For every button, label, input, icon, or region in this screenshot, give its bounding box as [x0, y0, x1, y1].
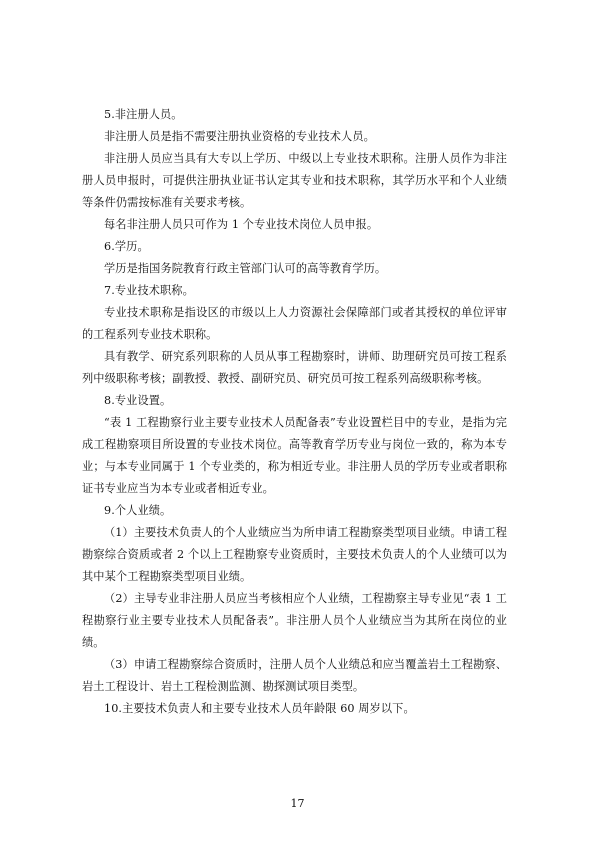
- heading-education: 6.学历。: [104, 240, 149, 253]
- paragraph: 学历是指国务院教育行政主管部门认可的高等教育学历。: [104, 262, 387, 275]
- paragraph-age-limit: 10.主要技术负责人和主要专业技术人员年龄限 60 周岁以下。: [104, 702, 415, 715]
- paragraph: 每名非注册人员只可作为 1 个专业技术岗位人员申报。: [104, 218, 379, 231]
- heading-non-registered-personnel: 5.非注册人员。: [104, 108, 183, 121]
- paragraph: 专业技术职称是指设区的市级以上人力资源社会保障部门或者其授权的单位评审的工程系列专业技术职称。: [82, 306, 507, 341]
- paragraph: 具有教学、研究系列职称的人员从事工程勘察时，讲师、助理研究员可按工程系列中级职称考核；副教授、教授、副研究员、研究员可按工程系列高级职称考核。: [82, 350, 507, 385]
- paragraph: “表 1 工程勘察行业主要专业技术人员配备表”专业设置栏目中的专业，是指为完成工程勘察项目所设置的专业技术岗位。高等教育学历专业与岗位一致的，称为本专业；与本专业同属于 1 个专业类的，称为相近专业。非注册人员的学历专业或者职称证书专业应当为本专业或者相近专业。: [82, 416, 507, 495]
- paragraph: 非注册人员应当具有大专以上学历、中级以上专业技术职称。注册人员作为非注册人员申报时，可提供注册执业证书认定其专业和技术职称，其学历水平和个人业绩等条件仍需按标准有关要求考核。: [82, 152, 507, 209]
- body-text: [82, 104, 507, 720]
- heading-specialty-setup: 8.专业设置。: [104, 394, 172, 407]
- page-number: 17: [290, 797, 305, 810]
- heading-personal-performance: 9.个人业绩。: [104, 504, 172, 517]
- paragraph: （3）申请工程勘察综合资质时，注册人员个人业绩总和应当覆盖岩土工程勘察、岩土工程设计、岩土工程检测监测、勘探测试项目类型。: [82, 658, 507, 693]
- heading-professional-title: 7.专业技术职称。: [104, 284, 194, 297]
- paragraph: 非注册人员是指不需要注册执业资格的专业技术人员。: [104, 130, 375, 143]
- paragraph: （2）主导专业非注册人员应当考核相应个人业绩，工程勘察主导专业见“表 1 工程勘察行业主要专业技术人员配备表”。非注册人员个人业绩应当为其所在岗位的业绩。: [82, 592, 507, 649]
- paragraph: （1）主要技术负责人的个人业绩应当为所申请工程勘察类型项目业绩。申请工程勘察综合资质或者 2 个以上工程勘察专业资质时，主要技术负责人的个人业绩可以为其中某个工程勘察类型项目业绩。: [82, 526, 507, 583]
